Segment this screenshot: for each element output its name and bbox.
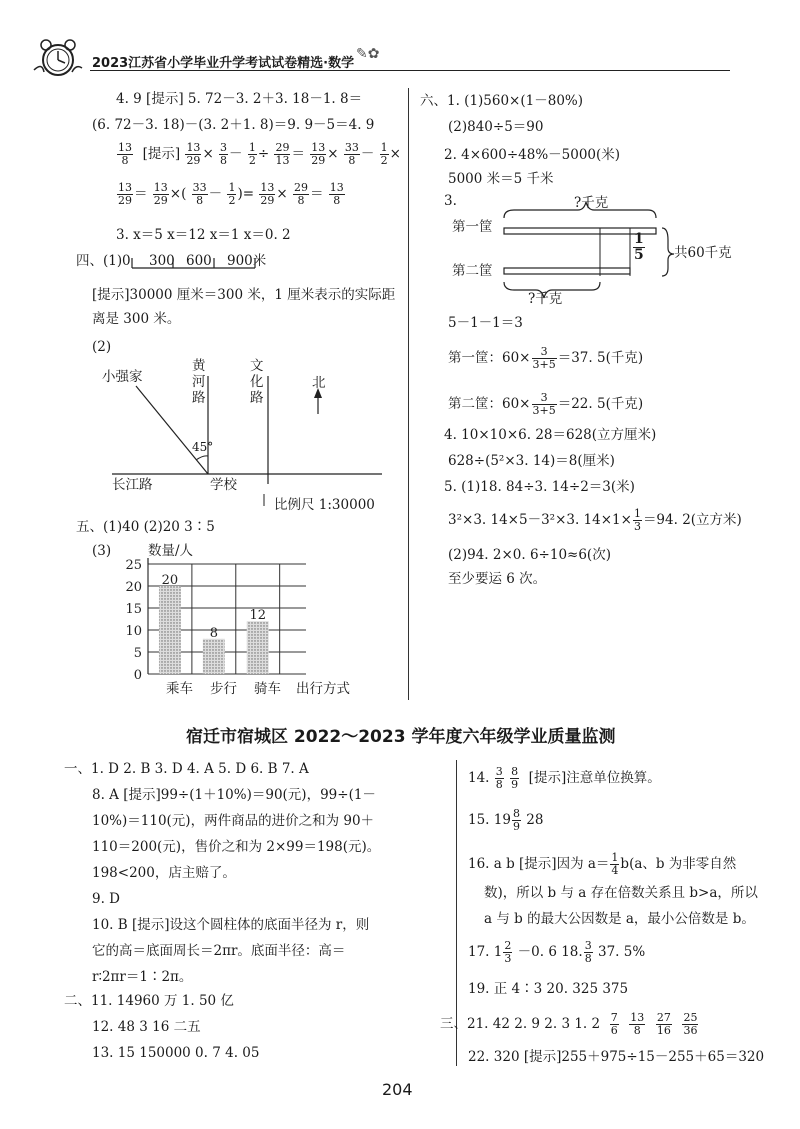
bottom-left-line-2: 8. A [提示]99÷(1＋10%)＝90(元)，99÷(1－ <box>92 787 376 803</box>
chart-data-label: 8 <box>209 625 218 641</box>
right-line-7: 第一筐：60× $\frac{3}{3+5}$ ＝37. 5(千克) <box>448 345 644 371</box>
right-line-5: 3. <box>444 193 457 209</box>
bottom-right-line-22: 22. 320 [提示]255＋975÷15－255＋65＝320 <box>468 1049 765 1065</box>
chart-ytick-label: 20 <box>125 580 142 595</box>
section-4-label: 四、(1) <box>76 253 123 269</box>
chart-ytick-label: 10 <box>125 624 142 639</box>
right-line-12: 3²×3. 14×5－3²×3. 14×1× $\frac{1}{3}$ ＝94. 2(立方米) <box>448 507 742 533</box>
right-line-9: 4. 10×10×6. 28＝628(立方厘米) <box>444 427 657 443</box>
chart-data-label: 12 <box>249 608 266 624</box>
column-divider-top <box>408 88 409 700</box>
bottom-left-line-11: 12. 48 3 16 二五 <box>92 1019 201 1035</box>
question-3-label: (3) <box>92 543 112 559</box>
map-road-wenhua: 文化路 <box>250 358 264 406</box>
right-line-6: 5－1－1＝3 <box>448 315 523 331</box>
left-line-4: $\frac{13}{29}$ ＝ $\frac{13}{29}$ ×( $\frac{33}{8}$ － $\frac{1}{2}$ )= $\frac{13}{29}$ × $\frac{29}{8}$ ＝ $\frac{13}{8}$ <box>118 181 344 207</box>
bottom-left-line-3: 10%)＝110(元)，两件商品的进价之和为 90＋ <box>92 813 375 829</box>
chart-bar <box>159 586 181 674</box>
bottom-right-line-19: 19. 正 4∶3 20. 325 375 <box>468 981 629 997</box>
left-line-5: 3. x＝5 x＝12 x＝1 x＝0. 2 <box>116 227 291 243</box>
chart-bar <box>247 621 269 674</box>
scale-label-600: 600 <box>186 253 212 269</box>
right-line-10: 628÷(5²×3. 14)＝8(厘米) <box>448 453 615 469</box>
bottom-left-line-1: 一、1. D 2. B 3. D 4. A 5. D 6. B 7. A <box>64 761 309 777</box>
scale-label-900: 900米 <box>227 253 267 269</box>
header-deco-icon: ✎✿ <box>356 46 380 62</box>
header-title: 2023江苏省小学毕业升学考试试卷精选·数学 <box>92 56 355 71</box>
map-school-label: 学校 <box>210 477 237 493</box>
basket-total: 共60千克 <box>674 245 732 261</box>
right-line-4: 5000 米＝5 千米 <box>448 171 554 187</box>
chart-title: 数量/人 <box>148 543 194 559</box>
chart-ytick-label: 0 <box>133 668 142 683</box>
right-line-14: 至少要运 6 次。 <box>448 571 547 587</box>
question-2-label: (2) <box>92 339 112 355</box>
right-line-2: (2)840÷5＝90 <box>448 119 544 135</box>
basket-1-label: 第一筐 <box>452 219 493 235</box>
basket-q-top: ?千克 <box>574 195 609 211</box>
chart-category-0: 乘车 <box>166 681 193 697</box>
bottom-left-line-6: 9. D <box>92 891 120 907</box>
left-line-3: $\frac{13}{8}$ [提示] $\frac{13}{29}$ × $\frac{3}{8}$ － $\frac{1}{2}$ ÷ $\frac{29}{13}$ ＝ $\frac{13}{29}$ × $\frac{33}{8}$ － $\frac{1}{2}$ × <box>118 141 401 167</box>
map-road-changjiang: 长江路 <box>112 477 153 493</box>
right-line-13: (2)94. 2×0. 6÷10≈6(次) <box>448 547 611 563</box>
right-line-8: 第二筐：60× $\frac{3}{3+5}$ ＝22. 5(千克) <box>448 391 644 417</box>
right-line-1: 六、1. (1)560×(1－80%) <box>420 93 584 109</box>
bottom-left-line-5: 198<200，店主赔了。 <box>92 865 236 881</box>
scale-label-300: 300 <box>149 253 175 269</box>
chart-ytick-label: 15 <box>125 602 142 617</box>
map-road-huanghe: 黄河路 <box>192 358 206 406</box>
section-title: 宿迁市宿城区 2022～2023 学年度六年级学业质量监测 <box>186 727 616 747</box>
map-angle-label: 45° <box>192 440 214 454</box>
bottom-left-line-10: 二、11. 14960 万 1. 50 亿 <box>64 993 234 1009</box>
bottom-right-line-21: 三、21. 42 2. 9 2. 3 1. 2 $\frac{7}{6}$ $\frac{13}{8}$ $\frac{27}{16}$ $\frac{25}{36}$ <box>440 1011 698 1037</box>
page-number: 204 <box>382 1080 413 1099</box>
left-line-1: 4. 9 [提示] 5. 72－3. 2＋3. 18－1. 8＝ <box>116 91 363 107</box>
bar-chart <box>110 556 310 686</box>
chart-bar <box>203 639 225 674</box>
basket-fraction: $\frac{1}{5}$ <box>634 231 644 263</box>
map-home-label: 小强家 <box>102 369 143 385</box>
bottom-right-line-15: 15. 19 $\frac{8}{9}$ 28 <box>468 807 544 833</box>
bottom-right-line-16c: a 与 b 的最大公因数是 a，最小公倍数是 b。 <box>484 911 755 927</box>
bottom-left-line-4: 110＝200(元)，售价之和为 2×99＝198(元)。 <box>92 839 381 855</box>
left-line-2: (6. 72－3. 18)－(3. 2＋1. 8)＝9. 9－5＝4. 9 <box>92 117 375 133</box>
bottom-left-line-7: 10. B [提示]设这个圆柱体的底面半径为 r，则 <box>92 917 370 933</box>
hint-line-1: [提示]30000 厘米＝300 米，1 厘米表示的实际距 <box>92 287 396 303</box>
hint-line-2: 离是 300 米。 <box>92 311 181 327</box>
chart-category-2: 骑车 <box>254 681 281 697</box>
bottom-left-line-9: r∶2πr＝1∶2π。 <box>92 969 193 985</box>
chart-xlabel: 出行方式 <box>296 681 350 697</box>
bottom-right-line-14: 14. $\frac{3}{8}$ $\frac{8}{9}$ [提示]注意单位换算。 <box>468 765 661 791</box>
header-logo <box>28 36 86 80</box>
map-north-label: 北 <box>312 375 326 391</box>
basket-2-label: 第二筐 <box>452 263 493 279</box>
scale-label-0: 0 <box>122 253 131 269</box>
chart-category-1: 步行 <box>210 681 237 697</box>
map-scale-label: 比例尺 1:30000 <box>274 497 375 513</box>
bottom-right-line-17: 17. 1 $\frac{2}{3}$ －0. 6 18. $\frac{3}{8}$ 37. 5% <box>468 939 646 965</box>
bottom-left-line-8: 它的高＝底面周长＝2πr。底面半径：高＝ <box>92 943 346 959</box>
bottom-left-line-12: 13. 15 150000 0. 7 4. 05 <box>92 1045 260 1061</box>
fraction: $\frac{13}{8}$ <box>118 141 132 167</box>
bottom-right-line-16a: 16. a b [提示]因为 a＝ $\frac{1}{4}$ b(a、b 为非零自然 <box>468 851 737 877</box>
section-5-line: 五、(1)40 (2)20 3∶5 <box>76 519 215 535</box>
right-line-3: 2. 4×600÷48%－5000(米) <box>444 147 621 163</box>
bottom-right-line-16b: 数)，所以 b 与 a 存在倍数关系且 b>a，所以 <box>484 885 758 901</box>
right-line-11: 5. (1)18. 84÷3. 14÷2＝3(米) <box>444 479 635 495</box>
chart-data-label: 20 <box>161 573 179 588</box>
chart-ytick-label: 25 <box>125 558 142 573</box>
basket-q-bottom: ?千克 <box>528 291 563 307</box>
chart-ytick-label: 5 <box>133 646 142 661</box>
header-rule <box>90 70 730 71</box>
